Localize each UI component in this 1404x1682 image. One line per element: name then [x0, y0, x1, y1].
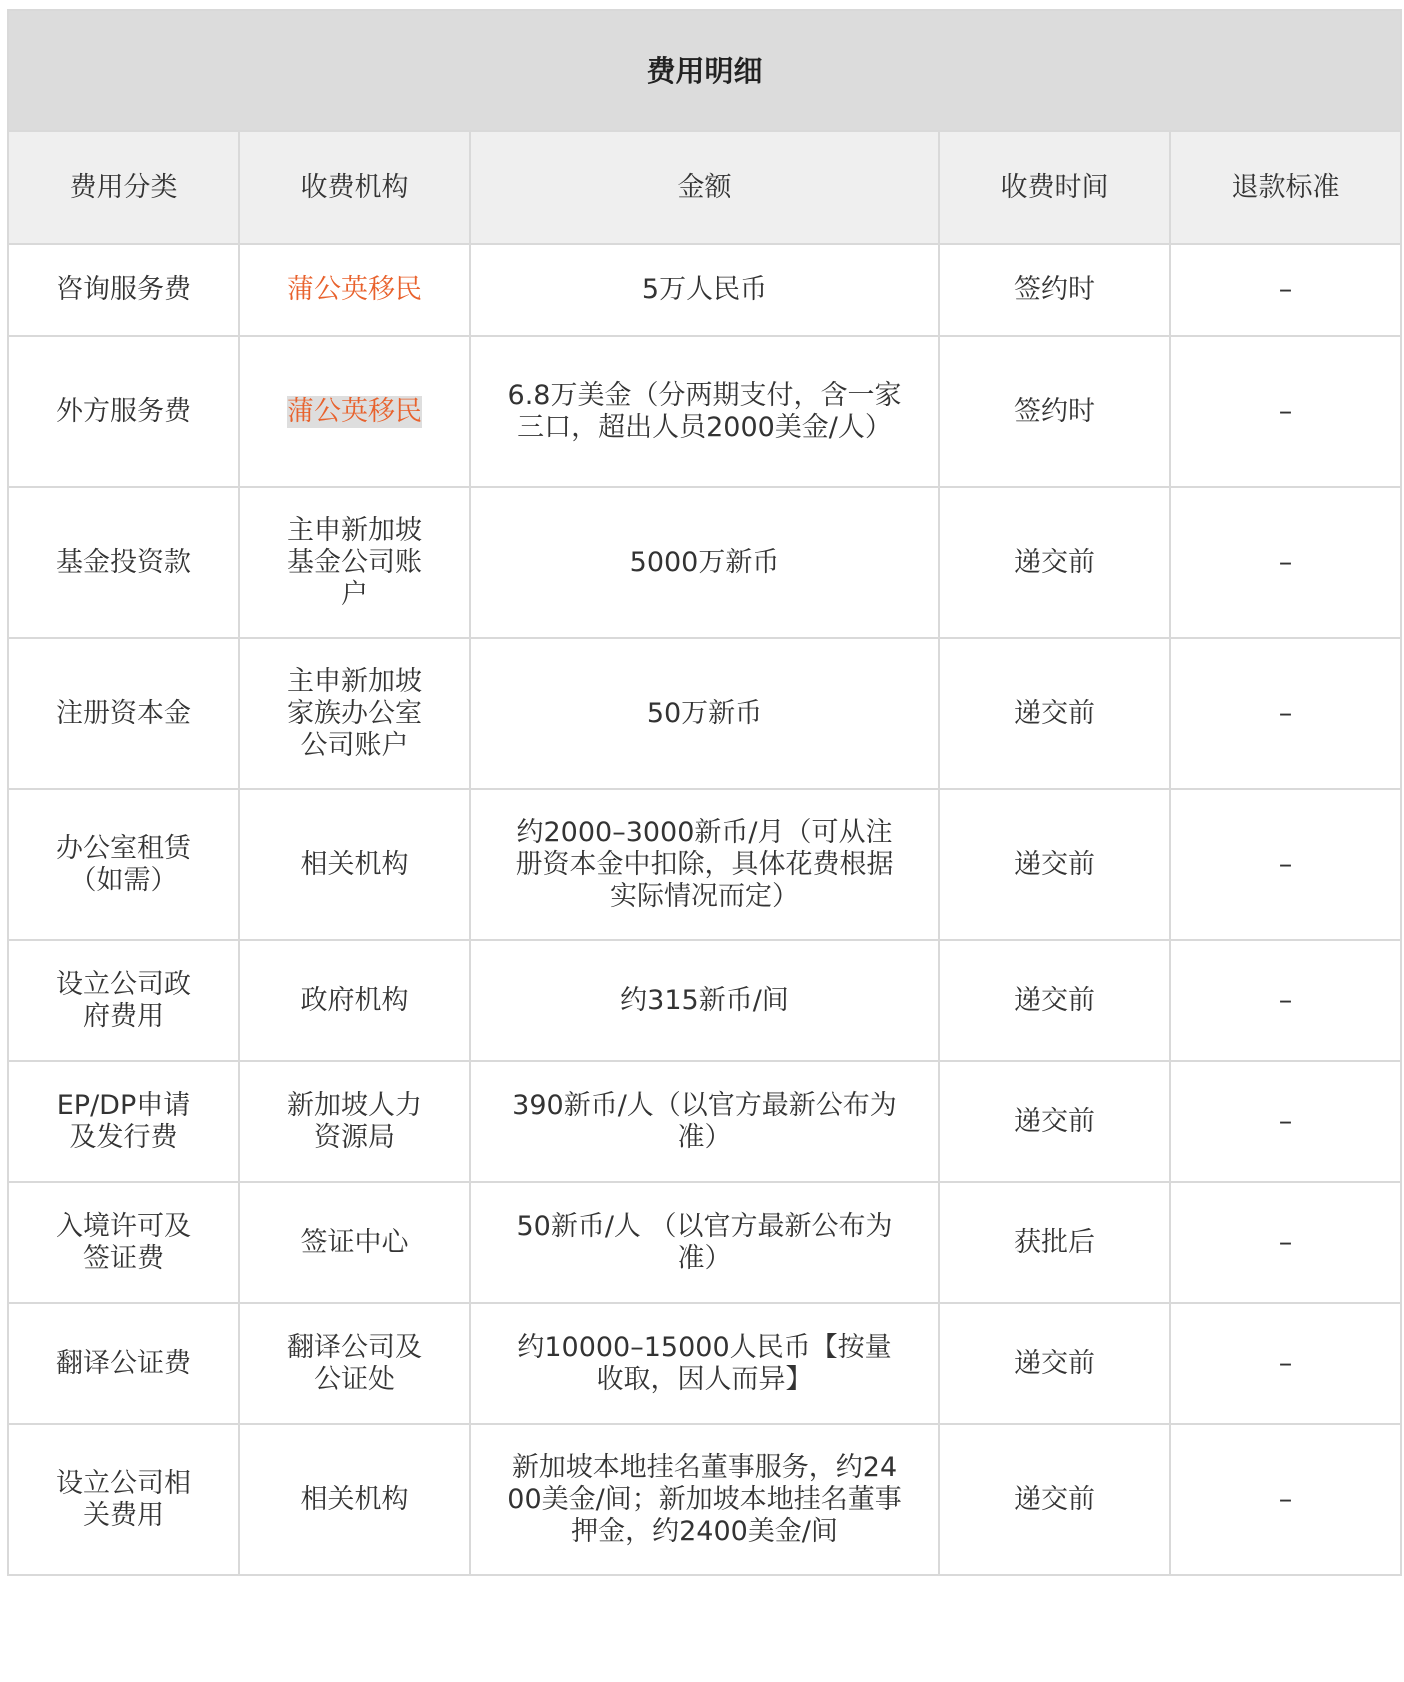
cell-amount: 6.8万美金（分两期支付，含一家三口，超出人员2000美金/人）: [470, 336, 939, 487]
cell-category: 翻译公证费: [8, 1303, 239, 1424]
header-refund: 退款标准: [1170, 131, 1401, 244]
table-title: 费用明细: [8, 10, 1401, 131]
table-row: [8, 336, 1401, 487]
cell-amount: 5000万新币: [470, 487, 939, 638]
cell-time: 递交前: [939, 940, 1170, 1061]
table-row: [8, 1182, 1401, 1303]
cell-refund: –: [1170, 789, 1401, 940]
cell-category: EP/DP申请及发行费: [8, 1061, 239, 1182]
table-row: [8, 1303, 1401, 1424]
cell-refund: –: [1170, 1424, 1401, 1575]
cell-org: 新加坡人力资源局: [239, 1061, 470, 1182]
cell-org: 相关机构: [239, 789, 470, 940]
cell-time: 签约时: [939, 336, 1170, 487]
cell-time: 递交前: [939, 638, 1170, 789]
cell-time: 递交前: [939, 487, 1170, 638]
cell-category: 注册资本金: [8, 638, 239, 789]
table-row: [8, 789, 1401, 940]
table-row: [8, 487, 1401, 638]
cell-refund: –: [1170, 638, 1401, 789]
cell-org: 政府机构: [239, 940, 470, 1061]
cell-amount: 新加坡本地挂名董事服务，约2400美金/间；新加坡本地挂名董事押金，约2400美金/间: [470, 1424, 939, 1575]
cell-refund: –: [1170, 336, 1401, 487]
table-row: [8, 1061, 1401, 1182]
cell-time: 递交前: [939, 1061, 1170, 1182]
cell-time: 签约时: [939, 244, 1170, 336]
table-title-row: [8, 10, 1401, 131]
cell-org[interactable]: [239, 244, 470, 336]
cell-org: 翻译公司及公证处: [239, 1303, 470, 1424]
org-link[interactable]: 蒲公英移民: [287, 395, 422, 427]
cell-time: 递交前: [939, 1303, 1170, 1424]
header-org: 收费机构: [239, 131, 470, 244]
cell-org: 主申新加坡家族办公室公司账户: [239, 638, 470, 789]
cell-amount: 50万新币: [470, 638, 939, 789]
fee-detail-table: [7, 9, 1402, 1576]
cell-category: 设立公司相关费用: [8, 1424, 239, 1575]
cell-time: 获批后: [939, 1182, 1170, 1303]
cell-refund: –: [1170, 1061, 1401, 1182]
table-row: [8, 940, 1401, 1061]
cell-category: 入境许可及签证费: [8, 1182, 239, 1303]
header-amount: 金额: [470, 131, 939, 244]
cell-category: 办公室租赁（如需）: [8, 789, 239, 940]
cell-amount: 5万人民币: [470, 244, 939, 336]
cell-org: 相关机构: [239, 1424, 470, 1575]
cell-org: 签证中心: [239, 1182, 470, 1303]
header-category: 费用分类: [8, 131, 239, 244]
cell-category: 咨询服务费: [8, 244, 239, 336]
cell-time: 递交前: [939, 789, 1170, 940]
cell-refund: –: [1170, 1303, 1401, 1424]
cell-amount: 50新币/人 （以官方最新公布为准）: [470, 1182, 939, 1303]
cell-time: 递交前: [939, 1424, 1170, 1575]
cell-amount: 约2000–3000新币/月（可从注册资本金中扣除，具体花费根据实际情况而定）: [470, 789, 939, 940]
cell-refund: –: [1170, 940, 1401, 1061]
cell-refund: –: [1170, 487, 1401, 638]
cell-category: 设立公司政府费用: [8, 940, 239, 1061]
cell-category: 外方服务费: [8, 336, 239, 487]
cell-refund: –: [1170, 244, 1401, 336]
cell-refund: –: [1170, 1182, 1401, 1303]
table-row: [8, 244, 1401, 336]
cell-org: 主申新加坡基金公司账户: [239, 487, 470, 638]
cell-amount: 约10000–15000人民币【按量收取，因人而异】: [470, 1303, 939, 1424]
table-header-row: [8, 131, 1401, 244]
cell-org[interactable]: [239, 336, 470, 487]
org-link[interactable]: 蒲公英移民: [287, 274, 422, 305]
cell-amount: 约315新币/间: [470, 940, 939, 1061]
table-row: [8, 638, 1401, 789]
cell-amount: 390新币/人（以官方最新公布为准）: [470, 1061, 939, 1182]
cell-category: 基金投资款: [8, 487, 239, 638]
header-time: 收费时间: [939, 131, 1170, 244]
fee-table-container: [7, 9, 1400, 1576]
table-row: [8, 1424, 1401, 1575]
